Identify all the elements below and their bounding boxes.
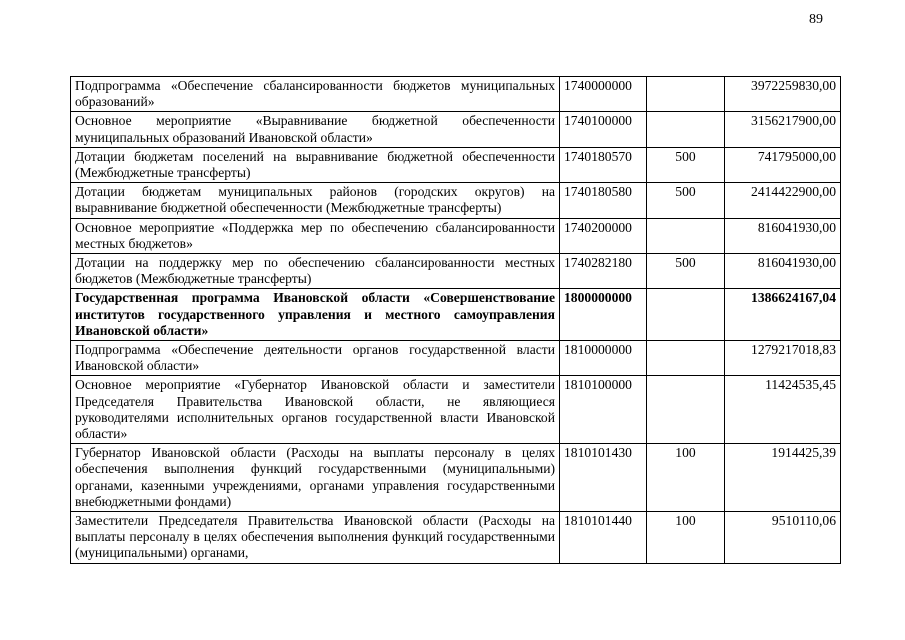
row-name-cell: Основное мероприятие «Поддержка мер по обеспечению сбалансированности местных бюджетов»	[71, 218, 560, 253]
row-amount-cell: 3972259830,00	[725, 77, 841, 112]
table-row	[71, 77, 841, 112]
row-name-cell: Основное мероприятие «Выравнивание бюджетной обеспеченности муниципальных образований Ивановской области»	[71, 112, 560, 147]
row-expense-type-cell	[647, 112, 725, 147]
row-name-cell: Дотации бюджетам поселений на выравнивание бюджетной обеспеченности (Межбюджетные трансферты)	[71, 147, 560, 182]
row-amount-cell: 1914425,39	[725, 444, 841, 512]
table-row	[71, 376, 841, 444]
row-expense-type-cell: 500	[647, 147, 725, 182]
row-expense-type-cell: 500	[647, 183, 725, 218]
row-expense-type-cell	[647, 341, 725, 376]
table-row	[71, 254, 841, 289]
table-row	[71, 512, 841, 564]
row-name-cell: Подпрограмма «Обеспечение деятельности органов государственной власти Ивановской области»	[71, 341, 560, 376]
table-row	[71, 444, 841, 512]
table-row	[71, 289, 841, 341]
table-row	[71, 112, 841, 147]
row-expense-type-cell: 100	[647, 444, 725, 512]
row-name-cell: Дотации бюджетам муниципальных районов (городских округов) на выравнивание бюджетной обеспеченности (Межбюджетные трансферты)	[71, 183, 560, 218]
row-code-cell: 1740000000	[560, 77, 647, 112]
row-amount-cell: 11424535,45	[725, 376, 841, 444]
row-amount-cell: 9510110,06	[725, 512, 841, 564]
row-expense-type-cell	[647, 376, 725, 444]
row-name-cell: Заместители Председателя Правительства Ивановской области (Расходы на выплаты персоналу в целях обеспечения выполнения функций государственными (муниципальными) органами,	[71, 512, 560, 564]
row-expense-type-cell	[647, 77, 725, 112]
row-code-cell: 1810100000	[560, 376, 647, 444]
table-row	[71, 341, 841, 376]
budget-table-body	[71, 77, 841, 564]
page-number: 89	[809, 12, 823, 27]
row-expense-type-cell	[647, 218, 725, 253]
row-name-cell: Дотации на поддержку мер по обеспечению сбалансированности местных бюджетов (Межбюджетные трансферты)	[71, 254, 560, 289]
row-code-cell: 1740282180	[560, 254, 647, 289]
row-code-cell: 1740180580	[560, 183, 647, 218]
table-row	[71, 147, 841, 182]
row-code-cell: 1800000000	[560, 289, 647, 341]
row-amount-cell: 1279217018,83	[725, 341, 841, 376]
row-name-cell: Подпрограмма «Обеспечение сбалансированности бюджетов муниципальных образований»	[71, 77, 560, 112]
row-expense-type-cell	[647, 289, 725, 341]
row-amount-cell: 3156217900,00	[725, 112, 841, 147]
row-expense-type-cell: 500	[647, 254, 725, 289]
row-amount-cell: 741795000,00	[725, 147, 841, 182]
budget-table	[70, 76, 841, 564]
row-code-cell: 1810000000	[560, 341, 647, 376]
row-expense-type-cell: 100	[647, 512, 725, 564]
row-amount-cell: 816041930,00	[725, 218, 841, 253]
row-name-cell: Основное мероприятие «Губернатор Ивановской области и заместители Председателя Правительства Ивановской области, не являющиеся руководителями исполнительных органов государственной власти Ивановской области»	[71, 376, 560, 444]
row-code-cell: 1810101440	[560, 512, 647, 564]
row-code-cell: 1740100000	[560, 112, 647, 147]
table-row	[71, 183, 841, 218]
row-amount-cell: 816041930,00	[725, 254, 841, 289]
table-row	[71, 218, 841, 253]
row-amount-cell: 1386624167,04	[725, 289, 841, 341]
row-name-cell: Государственная программа Ивановской области «Совершенствование институтов государственного управления и местного самоуправления Ивановской области»	[71, 289, 560, 341]
row-code-cell: 1740200000	[560, 218, 647, 253]
row-amount-cell: 2414422900,00	[725, 183, 841, 218]
row-name-cell: Губернатор Ивановской области (Расходы на выплаты персоналу в целях обеспечения выполнения функций государственными (муниципальными) органами, казенными учреждениями, органами управления государственными внебюджетными фондами)	[71, 444, 560, 512]
row-code-cell: 1740180570	[560, 147, 647, 182]
row-code-cell: 1810101430	[560, 444, 647, 512]
